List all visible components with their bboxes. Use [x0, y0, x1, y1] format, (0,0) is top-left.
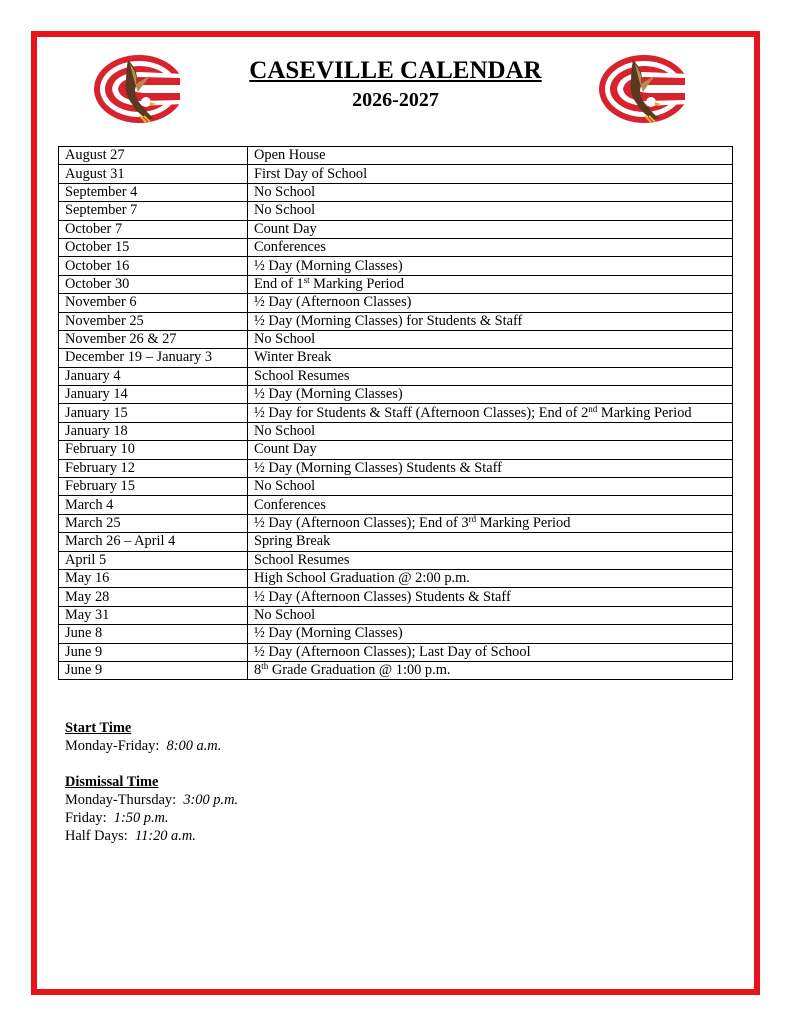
- calendar-event: [248, 643, 733, 661]
- calendar-row: [59, 625, 733, 643]
- calendar-row: [59, 441, 733, 459]
- calendar-date: June 9: [59, 661, 248, 679]
- calendar-date: October 7: [59, 220, 248, 238]
- calendar-event: [248, 478, 733, 496]
- calendar-row: [59, 386, 733, 404]
- dismissal-time-value: 3:00 p.m.: [183, 792, 239, 808]
- dismissal-time-row: [65, 827, 238, 845]
- calendar-row: [59, 257, 733, 275]
- calendar-row: [59, 514, 733, 532]
- calendar-event-text-after: Marking Period: [309, 275, 404, 292]
- calendar-date: April 5: [59, 551, 248, 569]
- calendar-event-text: ½ Day (Morning Classes) for Students & Staff: [254, 312, 523, 329]
- calendar-event: [248, 220, 733, 238]
- calendar-event: [248, 165, 733, 183]
- calendar-event-text: Count Day: [254, 441, 317, 458]
- calendar-date: January 15: [59, 404, 248, 422]
- calendar-row: [59, 183, 733, 201]
- dismissal-time-label: Friday:: [65, 810, 107, 826]
- calendar-event-text: No School: [254, 331, 316, 348]
- calendar-event: [248, 294, 733, 312]
- calendar-event: [248, 238, 733, 256]
- calendar-event-text: ½ Day (Morning Classes): [254, 257, 403, 274]
- calendar-event-text: ½ Day (Afternoon Classes); Last Day of School: [254, 643, 531, 660]
- dismissal-time-row: [65, 791, 238, 809]
- calendar-row: [59, 165, 733, 183]
- calendar-row: [59, 551, 733, 569]
- calendar-row: [59, 404, 733, 422]
- calendar-event-text: No School: [254, 183, 316, 200]
- start-time-label: Monday-Friday:: [65, 738, 160, 754]
- ordinal-suffix: rd: [468, 514, 477, 524]
- calendar-date: June 9: [59, 643, 248, 661]
- calendar-event-text: 8: [254, 662, 262, 679]
- dismissal-time-value: 1:50 p.m.: [113, 810, 169, 826]
- calendar-event: [248, 661, 733, 679]
- calendar-row: [59, 533, 733, 551]
- calendar-event: [248, 257, 733, 275]
- calendar-event: [248, 404, 733, 422]
- calendar-event: [248, 312, 733, 330]
- school-times: [65, 719, 238, 845]
- calendar-date: November 25: [59, 312, 248, 330]
- calendar-event-text: Winter Break: [254, 349, 332, 366]
- calendar-event: [248, 496, 733, 514]
- calendar-event: [248, 459, 733, 477]
- calendar-row: [59, 422, 733, 440]
- calendar-event-text: First Day of School: [254, 165, 368, 182]
- calendar-date: March 25: [59, 514, 248, 532]
- calendar-date: October 15: [59, 238, 248, 256]
- calendar-row: [59, 459, 733, 477]
- calendar-event-text: Conferences: [254, 496, 326, 513]
- calendar-event-text: ½ Day (Morning Classes) Students & Staff: [254, 459, 502, 476]
- ordinal-suffix: nd: [588, 403, 598, 414]
- calendar-date: February 12: [59, 459, 248, 477]
- ordinal-suffix: st: [303, 274, 310, 285]
- calendar-event-text: ½ Day (Afternoon Classes): [254, 294, 412, 311]
- calendar-date: May 16: [59, 569, 248, 587]
- calendar-event-text: Count Day: [254, 220, 317, 237]
- calendar-event-text: Open House: [254, 147, 326, 164]
- calendar-date: March 26 – April 4: [59, 533, 248, 551]
- calendar-event-text: No School: [254, 423, 316, 440]
- calendar-table: [58, 146, 733, 680]
- calendar-date: June 8: [59, 625, 248, 643]
- calendar-row: [59, 202, 733, 220]
- calendar-event: [248, 367, 733, 385]
- calendar-event: [248, 330, 733, 348]
- calendar-date: September 7: [59, 202, 248, 220]
- start-time-row: [65, 737, 238, 755]
- dismissal-time-row: [65, 809, 238, 827]
- calendar-row: [59, 496, 733, 514]
- dismissal-time-heading: Dismissal Time: [65, 774, 159, 790]
- calendar-row: [59, 349, 733, 367]
- calendar-event: [248, 533, 733, 551]
- calendar-date: January 14: [59, 386, 248, 404]
- calendar-event-text: End of 1: [254, 275, 304, 292]
- start-time-value: 8:00 a.m.: [166, 738, 222, 754]
- page-title: CASEVILLE CALENDAR: [249, 57, 542, 84]
- calendar-date: March 4: [59, 496, 248, 514]
- calendar-row: [59, 478, 733, 496]
- calendar-date: May 31: [59, 606, 248, 624]
- dismissal-time-value: 11:20 a.m.: [134, 828, 196, 844]
- calendar-date: December 19 – January 3: [59, 349, 248, 367]
- calendar-event-text-after: Marking Period: [476, 515, 571, 531]
- school-year: 2026-2027: [352, 89, 439, 111]
- calendar-date: August 27: [59, 147, 248, 165]
- calendar-event: [248, 441, 733, 459]
- calendar-date: February 10: [59, 441, 248, 459]
- calendar-event-text: High School Graduation @ 2:00 p.m.: [254, 570, 470, 587]
- calendar-event-text: No School: [254, 606, 316, 623]
- calendar-row: [59, 643, 733, 661]
- calendar-date: November 6: [59, 294, 248, 312]
- calendar-row: [59, 312, 733, 330]
- calendar-date: September 4: [59, 183, 248, 201]
- calendar-event-text: Spring Break: [254, 533, 331, 550]
- calendar-event-text: ½ Day (Afternoon Classes); End of 3: [254, 515, 469, 531]
- calendar-row: [59, 367, 733, 385]
- calendar-event: [248, 183, 733, 201]
- calendar-event: [248, 514, 733, 532]
- calendar-table-body: [59, 147, 733, 680]
- calendar-event-text: ½ Day (Morning Classes): [254, 625, 403, 642]
- calendar-row: [59, 569, 733, 587]
- calendar-event-text-after: Marking Period: [597, 404, 692, 421]
- calendar-date: August 31: [59, 165, 248, 183]
- calendar-row: [59, 275, 733, 293]
- calendar-event-text: School Resumes: [254, 367, 350, 384]
- calendar-row: [59, 147, 733, 165]
- calendar-row: [59, 588, 733, 606]
- calendar-row: [59, 238, 733, 256]
- calendar-date: October 16: [59, 257, 248, 275]
- calendar-event-text-after: Grade Graduation @ 1:00 p.m.: [268, 662, 451, 679]
- dismissal-time-label: Half Days:: [65, 828, 128, 844]
- calendar-date: November 26 & 27: [59, 330, 248, 348]
- calendar-event: [248, 625, 733, 643]
- calendar-event-text: ½ Day (Afternoon Classes) Students & Staff: [254, 588, 511, 605]
- calendar-event-text: School Resumes: [254, 551, 350, 568]
- calendar-row: [59, 330, 733, 348]
- calendar-event: [248, 202, 733, 220]
- calendar-date: October 30: [59, 275, 248, 293]
- calendar-date: January 18: [59, 422, 248, 440]
- dismissal-time-label: Monday-Thursday:: [65, 792, 177, 808]
- calendar-event: [248, 386, 733, 404]
- calendar-event-text: Conferences: [254, 239, 326, 256]
- calendar-event: [248, 569, 733, 587]
- calendar-date: January 4: [59, 367, 248, 385]
- calendar-event-text: ½ Day (Morning Classes): [254, 386, 403, 403]
- calendar-event: [248, 349, 733, 367]
- calendar-date: February 15: [59, 478, 248, 496]
- calendar-event: [248, 588, 733, 606]
- calendar-event: [248, 606, 733, 624]
- calendar-event: [248, 147, 733, 165]
- calendar-event: [248, 551, 733, 569]
- calendar-event: [248, 275, 733, 293]
- calendar-date: May 28: [59, 588, 248, 606]
- calendar-event: [248, 422, 733, 440]
- ordinal-suffix: th: [261, 661, 269, 672]
- calendar-event-text: No School: [254, 478, 316, 495]
- calendar-row: [59, 606, 733, 624]
- calendar-row: [59, 661, 733, 679]
- start-time-heading: Start Time: [65, 720, 132, 736]
- calendar-event-text: No School: [254, 202, 316, 219]
- calendar-row: [59, 294, 733, 312]
- calendar-event-text: ½ Day for Students & Staff (Afternoon Classes); End of 2: [254, 404, 589, 421]
- calendar-row: [59, 220, 733, 238]
